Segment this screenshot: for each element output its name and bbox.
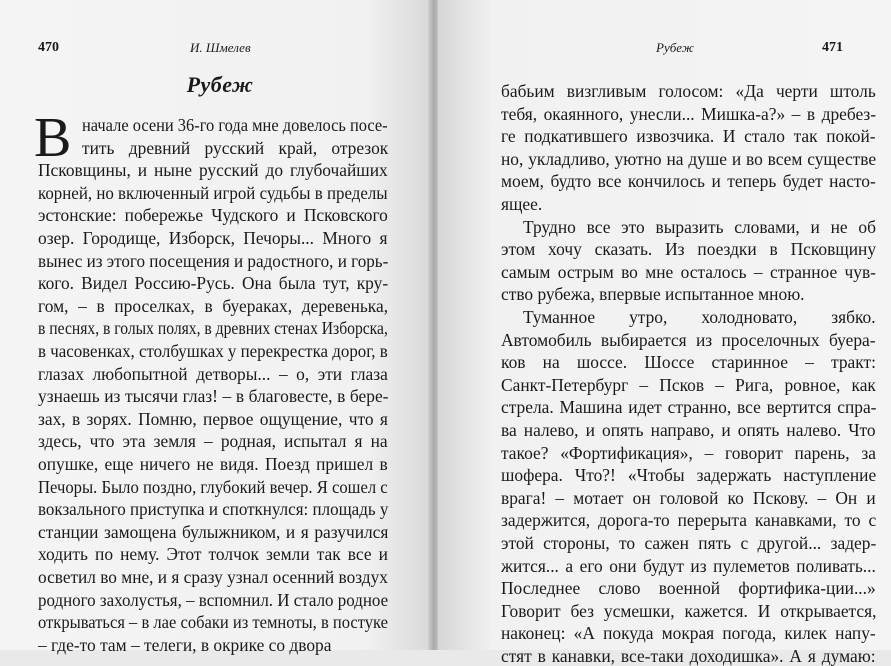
text-line: Последнее слово военной фортифика-ции...» [501,578,876,599]
text-line: жится... а его они будут из пулеметов поливать... [501,555,876,576]
text-line: в песнях, в голых полях, в древних стенах Изборска, [38,318,388,339]
right-page [438,0,891,666]
text-line: кого. Видел Россию-Русь. Она была тут, кру- [38,273,389,294]
text-line: наконец: «А покуда мокрая погода, килек напу- [501,623,876,644]
text-line: узнаешь из тысячи глаз! – в благовесте, в бере- [38,386,389,407]
text-line: глазах любопытной детворы... – о, эти глаза [38,363,388,384]
text-line: Санкт-Петербург – Псков – Рига, ровное, как [501,374,876,395]
text-line: здесь, что эта земля – родная, испытал я на [38,431,388,452]
text-line: Трудно все это выразить словами, и не об [523,216,876,237]
text-line: моем, будто все кончилось и теперь будет насто- [501,171,876,192]
text-line: стят в канавки, все-таки доходишка». А я думаю: [501,646,876,666]
text-line: ство рубежа, впервые испытанное мною. [501,284,805,305]
text-line: тить древний русский край, отрезок [82,137,389,158]
text-line: озер. Городище, Изборск, Печоры... Много я [38,228,388,248]
text-line: ва налево, и опять направо, и опять налево. Что [501,420,876,440]
text-line: родного захолустья, – вспомнил. И стало родное [38,589,389,610]
text-line: вокзального приступка и споткнулся: площадь у [38,499,389,520]
text-line: эстонские: побережье Чудского и Псковского [38,205,388,226]
text-line: ходить по нему. Этот толчок земли так все и [38,544,388,565]
right-running-head: Рубеж [656,40,694,55]
text-line: бабьим визгливым голосом: «Да черти штоль [501,81,876,101]
text-line: гом, – в проселках, в буераках, деревенька, [38,295,389,316]
text-line: такое? «Фортификация», – говорит парень, за [501,442,876,463]
right-page-number: 471 [822,40,843,55]
left-running-head: И. Шмелев [190,40,251,55]
text-line: Говорит без усмешки, кажется. И открывается, [501,600,877,621]
text-line: в часовенках, столбушках у перекрестка дорог, в [38,341,388,361]
text-line: ге подкатившего извозчика. И стало так покой- [501,126,876,147]
text-line: шофера. Что?! «Чтобы задержать наступление [501,465,877,486]
text-line: открываться – в лае собаки из темноты, в постуке [38,612,389,633]
text-line: задержится, дорога-то перерыта канавками, то с [501,510,877,531]
text-line: зах, в зорях. Помню, первое ощущение, что я [38,408,388,429]
text-line: – где-то там – телеги, в окрике со двора [38,634,332,655]
text-line: тебя, окаянного, унесли... Мишка-а?» – в дребез- [501,103,877,124]
text-line: ков на шоссе. Шоссе старинное – тракт: [501,352,876,373]
text-line: осветил во мне, и я сразу узнал осенний воздух [38,567,388,587]
chapter-title: Рубеж [186,72,254,97]
left-page-number: 470 [38,40,59,55]
left-page [0,0,430,655]
text-line: но, укладливо, уютно на душе и во всем существе [501,148,877,169]
drop-cap: В [34,107,72,169]
text-line: станции замощена булыжником, и я разучился [38,521,389,542]
text-line: этом хочу сказать. Из поездки в Псковщину [501,239,877,260]
text-line: ящее. [501,194,543,214]
text-line: Автомобиль выбирается из проселочных буера- [501,329,876,350]
text-line: врага! – мотает он головой ко Пскову. – Он и [501,487,876,508]
text-line: вынес из этого посещения и радостного, и горь- [38,250,389,271]
text-line: самым острым во мне осталось – странное чув- [501,261,876,282]
text-line: корней, но включенный игрой судьбы в пределы [38,182,388,203]
text-line: Печоры. Было поздно, глубокий вечер. Я сошел с [38,476,388,497]
text-line: Псковщины, и ныне русский до глубочайших [38,160,388,181]
text-line: Туманное утро, холодновато, зябко. [523,307,876,327]
text-line: начале осени 36-го года мне довелось посе- [82,115,388,135]
text-line: опушке, еще ничего не видя. Поезд пришел в [38,454,388,474]
text-line: этой стороны, то сажен пять с другой... задер- [501,533,877,553]
text-line: стрела. Машина идет странно, все вертится спра- [501,397,877,418]
